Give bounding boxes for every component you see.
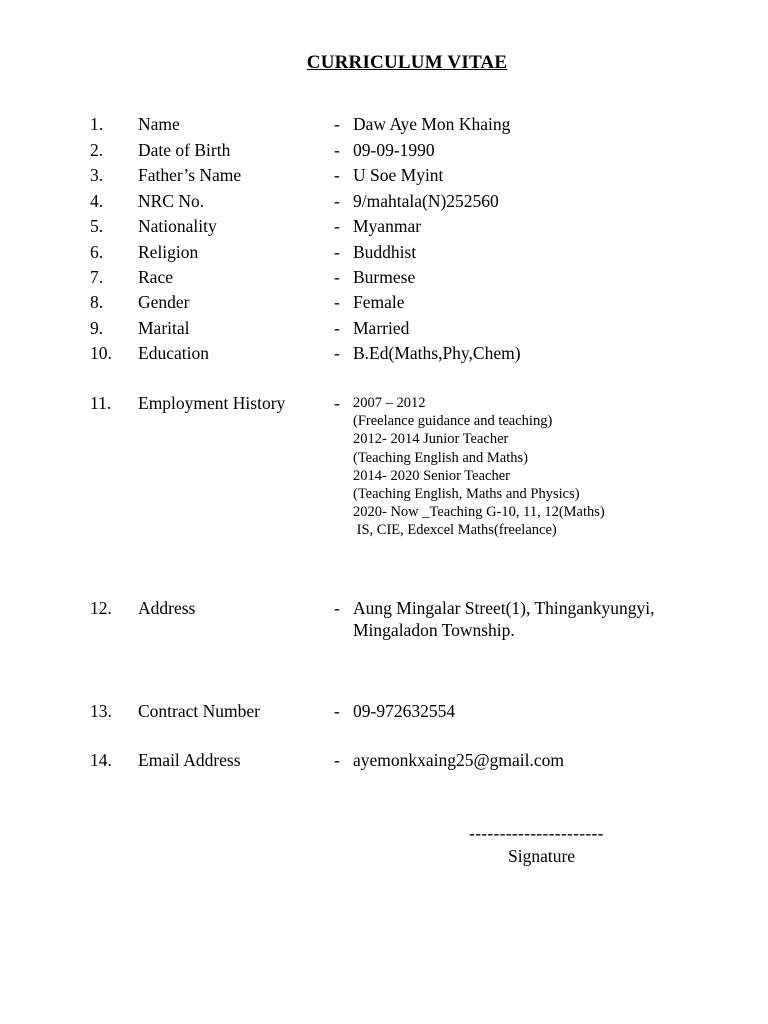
row-number: 6. — [90, 241, 104, 262]
row-number: 10. — [90, 343, 112, 363]
row-separator: - — [334, 393, 340, 413]
row-number: 7. — [90, 267, 104, 287]
row-value: Daw Aye Mon Khaing — [353, 114, 511, 134]
employment-line: 2014- 2020 Senior Teacher — [353, 467, 510, 484]
row-value: 09-972632554 — [353, 701, 456, 721]
row-number: 11. — [90, 393, 112, 413]
row-separator: - — [334, 241, 340, 262]
row-separator: - — [334, 598, 340, 618]
signature-line: ---------------------- — [469, 823, 604, 843]
row-separator: - — [334, 750, 340, 770]
employment-line: (Teaching English and Maths) — [353, 449, 528, 466]
address-line: Mingaladon Township. — [353, 620, 515, 640]
employment-line: 2012- 2014 Junior Teacher — [353, 431, 509, 448]
row-value: Married — [353, 317, 410, 338]
row-number: 13. — [90, 701, 112, 721]
row-value: Buddhist — [353, 241, 417, 262]
employment-line: (Teaching English, Maths and Physics) — [353, 485, 580, 502]
employment-line: 2007 – 2012 — [353, 395, 426, 411]
row-value: Female — [353, 292, 405, 312]
row-separator: - — [334, 701, 340, 721]
employment-line: IS, CIE, Edexcel Maths(freelance) — [353, 522, 557, 539]
row-number: 12. — [90, 598, 112, 618]
row-separator: - — [334, 292, 340, 312]
row-label: Address — [138, 598, 196, 618]
row-label: Race — [138, 267, 173, 287]
employment-line: (Freelance guidance and teaching) — [353, 413, 553, 430]
row-value: 9/mahtala(N)252560 — [353, 190, 499, 211]
row-label: Nationality — [138, 216, 217, 236]
row-label: NRC No. — [138, 190, 205, 211]
row-label: Email Address — [138, 750, 241, 770]
employment-history-list — [353, 394, 605, 540]
row-number: 5. — [90, 216, 104, 236]
row-number: 1. — [90, 114, 104, 134]
row-number: 2. — [90, 139, 104, 160]
row-label: Education — [138, 343, 209, 363]
address-value — [353, 597, 655, 641]
row-label: Contract Number — [138, 701, 260, 721]
row-separator: - — [334, 114, 340, 134]
row-label: Gender — [138, 292, 190, 312]
row-number: 4. — [90, 190, 104, 211]
row-number: 14. — [90, 750, 112, 770]
row-label: Employment History — [138, 393, 286, 413]
row-value: B.Ed(Maths,Phy,Chem) — [353, 343, 521, 363]
row-separator: - — [334, 343, 340, 363]
address-line: Aung Mingalar Street(1), Thingankyungyi, — [353, 598, 655, 618]
document-title: CURRICULUM VITAE — [306, 52, 508, 73]
row-value: Myanmar — [353, 216, 422, 236]
row-separator: - — [334, 317, 340, 338]
row-label: Date of Birth — [138, 139, 231, 160]
row-number: 8. — [90, 292, 104, 312]
row-separator: - — [334, 190, 340, 211]
row-separator: - — [334, 216, 340, 236]
row-separator: - — [334, 139, 340, 160]
row-label: Marital — [138, 317, 190, 338]
employment-line: 2020- Now _Teaching G-10, 11, 12(Maths) — [353, 504, 605, 521]
row-number: 3. — [90, 165, 104, 185]
row-value: Burmese — [353, 267, 416, 287]
row-separator: - — [334, 165, 340, 185]
row-value: U Soe Myint — [353, 165, 444, 185]
row-value: 09-09-1990 — [353, 139, 435, 160]
row-label: Name — [138, 114, 180, 134]
row-label: Religion — [138, 241, 199, 262]
row-label: Father’s Name — [138, 165, 242, 185]
row-value: ayemonkxaing25@gmail.com — [353, 750, 564, 770]
row-number: 9. — [90, 317, 104, 338]
row-separator: - — [334, 267, 340, 287]
signature-label: Signature — [508, 846, 576, 866]
